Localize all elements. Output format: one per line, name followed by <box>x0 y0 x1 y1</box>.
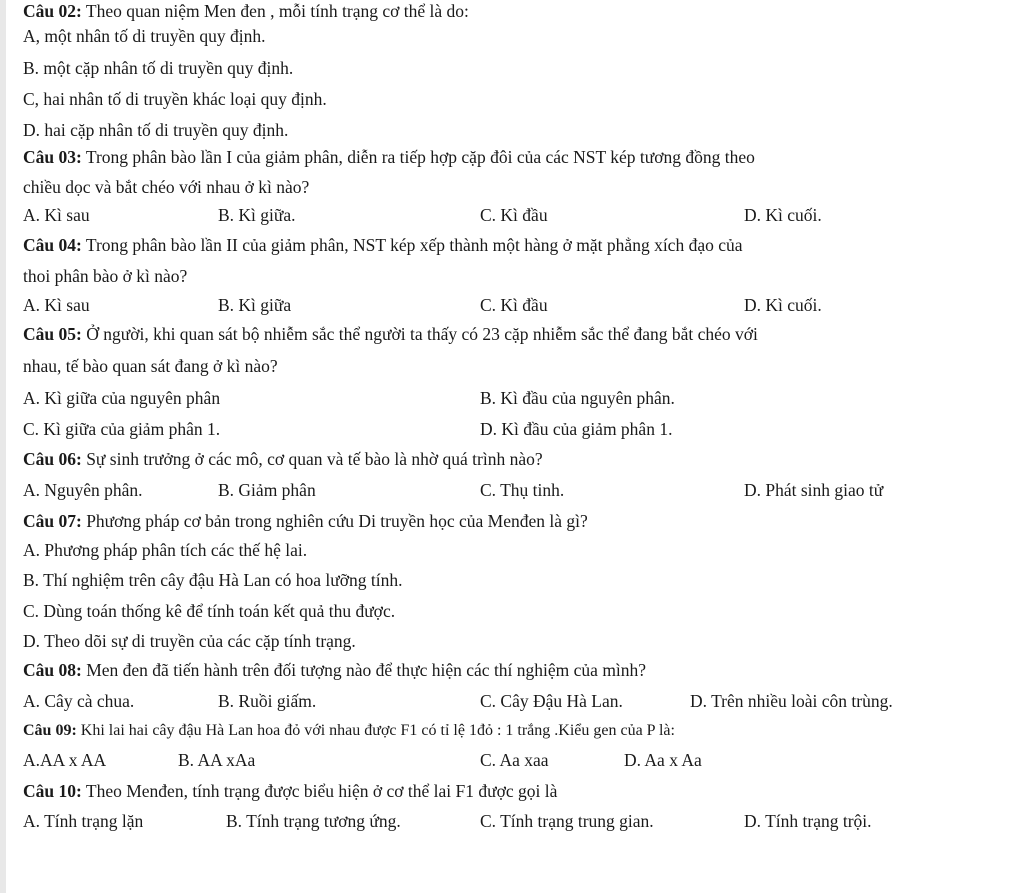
option-a: A. Nguyên phân. <box>23 480 143 500</box>
option-c: C. Kì giữa của giảm phân 1. <box>23 419 221 439</box>
option-c: C. Tính trạng trung gian. <box>480 811 654 831</box>
page-edge <box>0 0 6 893</box>
option-c: C. Kì đầu <box>480 295 548 315</box>
question-number: Câu 10: <box>23 781 82 801</box>
question-text: Theo Menđen, tính trạng được biểu hiện ở cơ thể lai F1 được gọi là <box>81 781 558 801</box>
question-text: Trong phân bào lần II của giảm phân, NST kép xếp thành một hàng ở mặt phẳng xích đạo của <box>81 235 743 255</box>
option-a: A. Kì sau <box>23 205 90 225</box>
option-d: D. Kì cuối. <box>744 295 822 315</box>
question-number: Câu 07: <box>23 511 82 531</box>
option-c: C. Aa xaa <box>480 750 549 770</box>
option-d: D. hai cặp nhân tố di truyền quy định. <box>23 120 289 140</box>
option-c: C. Cây Đậu Hà Lan. <box>480 691 623 711</box>
question-09 <box>23 720 675 742</box>
question-10 <box>23 780 557 802</box>
option-d: D. Kì đầu của giảm phân 1. <box>480 419 673 439</box>
option-b: B. Thí nghiệm trên cây đậu Hà Lan có hoa lưỡng tính. <box>23 570 403 590</box>
option-b: B. Kì giữa <box>218 295 292 315</box>
option-b: B. AA xAa <box>178 750 256 770</box>
option-b: B. Ruồi giấm. <box>218 691 317 711</box>
option-a: A. Kì sau <box>23 295 90 315</box>
question-02 <box>23 0 469 22</box>
question-text: Phương pháp cơ bản trong nghiên cứu Di truyền học của Menđen là gì? <box>81 511 588 531</box>
question-text-cont: thoi phân bào ở kì nào? <box>23 266 188 286</box>
question-text: Khi lai hai cây đậu Hà Lan hoa đỏ với nhau được F1 có tỉ lệ 1đỏ : 1 trắng .Kiểu gen của P là: <box>76 722 675 739</box>
question-number: Câu 09: <box>23 722 77 739</box>
option-d: D. Trên nhiều loài côn trùng. <box>690 691 893 711</box>
option-a: A. Cây cà chua. <box>23 691 135 711</box>
question-number: Câu 08: <box>23 660 82 680</box>
question-08 <box>23 659 646 681</box>
option-c: C. Dùng toán thống kê để tính toán kết quả thu được. <box>23 601 396 621</box>
option-a: A. Tính trạng lặn <box>23 811 144 831</box>
question-number: Câu 05: <box>23 324 82 344</box>
question-text-cont: chiều dọc và bắt chéo với nhau ở kì nào? <box>23 177 310 197</box>
option-d: D. Kì cuối. <box>744 205 822 225</box>
question-03 <box>23 146 755 168</box>
question-text: Theo quan niệm Men đen , mỗi tính trạng cơ thể là do: <box>81 1 469 21</box>
question-number: Câu 06: <box>23 449 82 469</box>
option-c: C. Kì đầu <box>480 205 548 225</box>
question-text: Men đen đã tiến hành trên đối tượng nào để thực hiện các thí nghiệm của mình? <box>81 660 647 680</box>
option-b: B. Kì giữa. <box>218 205 296 225</box>
question-04 <box>23 234 743 256</box>
option-a: A, một nhân tố di truyền quy định. <box>23 26 266 46</box>
option-a: A. Phương pháp phân tích các thế hệ lai. <box>23 540 308 560</box>
option-a: A. Kì giữa của nguyên phân <box>23 388 221 408</box>
question-number: Câu 04: <box>23 235 82 255</box>
question-text: Trong phân bào lần I của giảm phân, diễn ra tiếp hợp cặp đôi của các NST kép tương đồng theo <box>81 147 755 167</box>
option-b: B. một cặp nhân tố di truyền quy định. <box>23 58 294 78</box>
question-05 <box>23 323 758 345</box>
option-d: D. Aa x Aa <box>624 750 702 770</box>
option-b: B. Tính trạng tương ứng. <box>226 811 401 831</box>
option-d: D. Theo dõi sự di truyền của các cặp tính trạng. <box>23 631 356 651</box>
option-c: C. Thụ tinh. <box>480 480 565 500</box>
question-06 <box>23 448 543 470</box>
question-text-cont: nhau, tế bào quan sát đang ở kì nào? <box>23 356 278 376</box>
question-number: Câu 03: <box>23 147 82 167</box>
option-d: D. Phát sinh giao tử <box>744 480 884 500</box>
option-c: C, hai nhân tố di truyền khác loại quy định. <box>23 89 327 109</box>
question-07 <box>23 510 588 532</box>
option-b: B. Kì đầu của nguyên phân. <box>480 388 675 408</box>
question-text: Sự sinh trưởng ở các mô, cơ quan và tế bào là nhờ quá trình nào? <box>81 449 543 469</box>
question-number: Câu 02: <box>23 1 82 21</box>
option-d: D. Tính trạng trội. <box>744 811 872 831</box>
option-b: B. Giảm phân <box>218 480 316 500</box>
question-text: Ở người, khi quan sát bộ nhiễm sắc thể người ta thấy có 23 cặp nhiễm sắc thể đang bắt chéo với <box>81 324 758 344</box>
option-a: A.AA x AA <box>23 750 107 770</box>
